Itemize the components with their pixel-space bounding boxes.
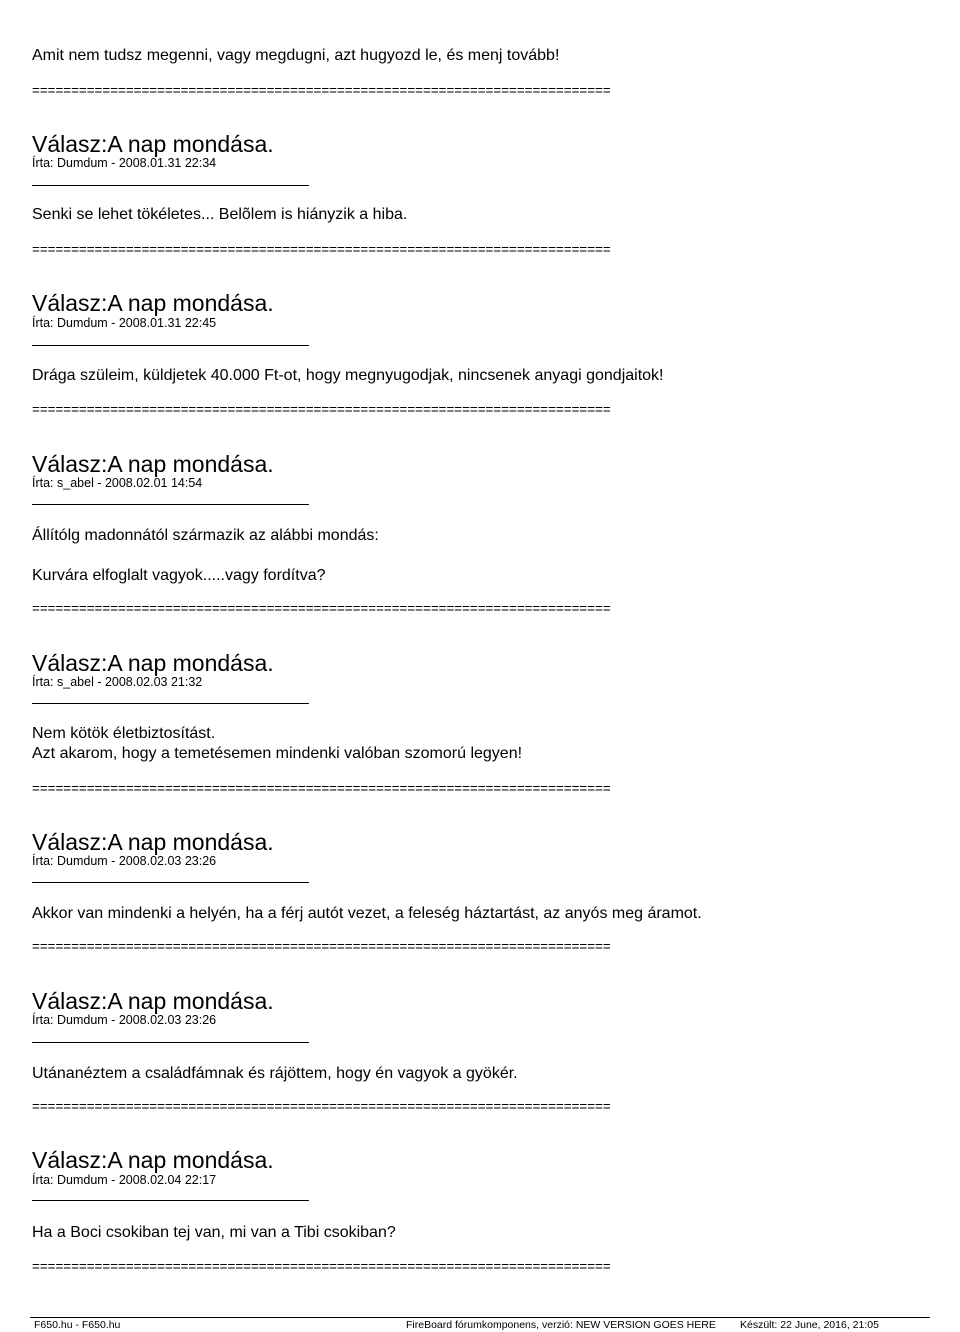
- post-rule: [32, 504, 309, 505]
- post-meta: Írta: s_abel - 2008.02.03 21:32: [32, 675, 203, 689]
- post-meta: Írta: Dumdum - 2008.02.04 22:17: [32, 1173, 217, 1187]
- separator: ==========================================================================: [32, 939, 611, 954]
- separator: ==========================================================================: [32, 242, 611, 257]
- post-rule: [32, 345, 309, 346]
- post-rule: [32, 1042, 309, 1043]
- footer-component: FireBoard fórumkomponens, verzió: NEW VERSION GOES HERE: [406, 1319, 716, 1331]
- separator: ==========================================================================: [32, 1259, 611, 1274]
- intro-text: Amit nem tudsz megenni, vagy megdugni, azt hugyozd le, és menj tovább!: [32, 47, 560, 64]
- post-meta: Írta: Dumdum - 2008.02.03 23:26: [32, 1013, 217, 1027]
- post-title: Válasz:A nap mondása.: [32, 829, 274, 855]
- post-body-line: Nem kötök életbiztosítást.: [32, 725, 216, 742]
- post-title: Válasz:A nap mondása.: [32, 131, 274, 157]
- separator: ==========================================================================: [32, 83, 611, 98]
- post-title: Válasz:A nap mondása.: [32, 1147, 274, 1173]
- separator: ==========================================================================: [32, 402, 611, 417]
- post-rule: [32, 185, 309, 186]
- post-meta: Írta: Dumdum - 2008.01.31 22:34: [32, 156, 217, 170]
- post-meta: Írta: Dumdum - 2008.01.31 22:45: [32, 316, 217, 330]
- post-body-line: Utánanéztem a családfámnak és rájöttem, hogy én vagyok a gyökér.: [32, 1065, 518, 1082]
- separator: ==========================================================================: [32, 601, 611, 616]
- post-body-line: Akkor van mindenki a helyén, ha a férj autót vezet, a feleség háztartást, az anyós meg áramot.: [32, 905, 702, 922]
- post-title: Válasz:A nap mondása.: [32, 451, 274, 477]
- footer-rule: [30, 1317, 930, 1318]
- post-title: Válasz:A nap mondása.: [32, 650, 274, 676]
- separator: ==========================================================================: [32, 1099, 611, 1114]
- post-meta: Írta: Dumdum - 2008.02.03 23:26: [32, 854, 217, 868]
- post-body-line: Állítólg madonnától származik az alábbi mondás:: [32, 527, 379, 544]
- footer-site: F650.hu - F650.hu: [34, 1319, 121, 1331]
- footer-generated: Készült: 22 June, 2016, 21:05: [740, 1319, 879, 1331]
- page-footer: [0, 1317, 960, 1332]
- post-rule: [32, 882, 309, 883]
- post-title: Válasz:A nap mondása.: [32, 290, 274, 316]
- post-body-line: Drága szüleim, küldjetek 40.000 Ft-ot, hogy megnyugodjak, nincsenek anyagi gondjaitok!: [32, 367, 664, 384]
- post-rule: [32, 1200, 309, 1201]
- separator: ==========================================================================: [32, 781, 611, 796]
- post-body-line: Ha a Boci csokiban tej van, mi van a Tibi csokiban?: [32, 1224, 396, 1241]
- post-rule: [32, 703, 309, 704]
- post-title: Válasz:A nap mondása.: [32, 988, 274, 1014]
- post-meta: Írta: s_abel - 2008.02.01 14:54: [32, 476, 203, 490]
- post-body-line: Senki se lehet tökéletes... Belõlem is hiányzik a hiba.: [32, 206, 408, 223]
- post-body-line: Kurvára elfoglalt vagyok.....vagy fordítva?: [32, 567, 326, 584]
- post-body-line: Azt akarom, hogy a temetésemen mindenki valóban szomorú legyen!: [32, 745, 523, 762]
